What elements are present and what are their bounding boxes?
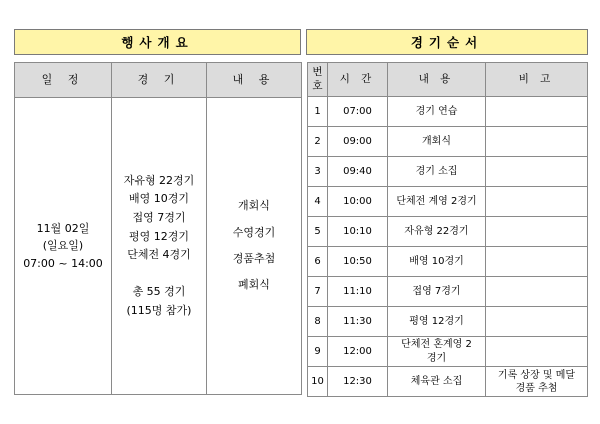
row-no: 8 [308, 307, 328, 337]
row-time: 11:10 [328, 277, 388, 307]
row-time: 07:00 [328, 97, 388, 127]
row-content: 경기 연습 [388, 97, 486, 127]
schedule-header-row [308, 63, 588, 97]
table-row [308, 97, 588, 127]
header-content: 내 용 [388, 63, 486, 97]
row-content: 단체전 혼계영 2경기 [388, 337, 486, 367]
game-item: 접영 7경기 [132, 210, 186, 224]
header-games: 경 기 [112, 63, 207, 98]
row-no: 6 [308, 247, 328, 277]
event-weekday: (일요일) [42, 239, 84, 253]
table-row [308, 187, 588, 217]
overview-body-row [15, 98, 302, 395]
table-row [308, 277, 588, 307]
header-schedule: 일 정 [15, 63, 112, 98]
row-time: 12:30 [328, 367, 388, 397]
header-no-line1: 번 [312, 66, 323, 79]
row-time: 12:00 [328, 337, 388, 367]
row-note: 기록 상장 및 메달 경품 추첨 [486, 367, 588, 397]
table-row [308, 217, 588, 247]
schedule-table [307, 62, 588, 397]
game-item: 단체전 4경기 [127, 248, 191, 262]
row-time: 09:40 [328, 157, 388, 187]
row-content: 개회식 [388, 127, 486, 157]
game-item: 자유형 22경기 [123, 173, 195, 187]
content-item: 경품추첨 [232, 252, 276, 265]
row-content: 자유형 22경기 [388, 217, 486, 247]
header-no [308, 63, 328, 97]
table-row [308, 127, 588, 157]
content-item: 수영경기 [232, 225, 276, 239]
row-content: 접영 7경기 [388, 277, 486, 307]
content-item: 개회식 [238, 199, 270, 213]
row-content: 경기 소집 [388, 157, 486, 187]
participants-count: (115명 참가) [126, 303, 192, 317]
table-row [308, 247, 588, 277]
row-note [486, 217, 588, 247]
schedule-title: 경기순서 [306, 29, 588, 55]
row-time: 10:00 [328, 187, 388, 217]
content-item: 폐회식 [238, 278, 270, 292]
header-content: 내 용 [207, 63, 302, 98]
row-no: 9 [308, 337, 328, 367]
row-time: 11:30 [328, 307, 388, 337]
schedule-cell [15, 98, 112, 395]
games-cell [112, 98, 207, 395]
row-note [486, 97, 588, 127]
table-row [308, 307, 588, 337]
overview-title: 행사개요 [14, 29, 301, 55]
content-cell [207, 98, 302, 395]
row-content: 체육관 소집 [388, 367, 486, 397]
row-content: 단체전 계영 2경기 [388, 187, 486, 217]
table-row [308, 157, 588, 187]
table-row [308, 337, 588, 367]
game-item: 평영 12경기 [129, 229, 189, 243]
games-total: 총 55 경기 [132, 285, 186, 299]
row-note [486, 247, 588, 277]
event-date: 11월 02일 [36, 221, 90, 235]
row-note [486, 187, 588, 217]
row-note [486, 307, 588, 337]
game-item: 배영 10경기 [129, 192, 189, 206]
row-no: 7 [308, 277, 328, 307]
row-note [486, 277, 588, 307]
row-time: 09:00 [328, 127, 388, 157]
row-content: 평영 12경기 [388, 307, 486, 337]
table-row [308, 367, 588, 397]
row-note [486, 337, 588, 367]
row-time: 10:50 [328, 247, 388, 277]
row-no: 10 [308, 367, 328, 397]
row-no: 3 [308, 157, 328, 187]
row-content: 배영 10경기 [388, 247, 486, 277]
header-no-line2: 호 [312, 79, 323, 92]
row-time: 10:10 [328, 217, 388, 247]
header-time: 시 간 [328, 63, 388, 97]
event-time: 07:00 ~ 14:00 [23, 256, 103, 270]
row-no: 5 [308, 217, 328, 247]
header-note: 비 고 [486, 63, 588, 97]
overview-header-row [15, 63, 302, 98]
row-note [486, 127, 588, 157]
row-no: 1 [308, 97, 328, 127]
row-no: 4 [308, 187, 328, 217]
row-note [486, 157, 588, 187]
overview-table [14, 62, 302, 395]
row-no: 2 [308, 127, 328, 157]
